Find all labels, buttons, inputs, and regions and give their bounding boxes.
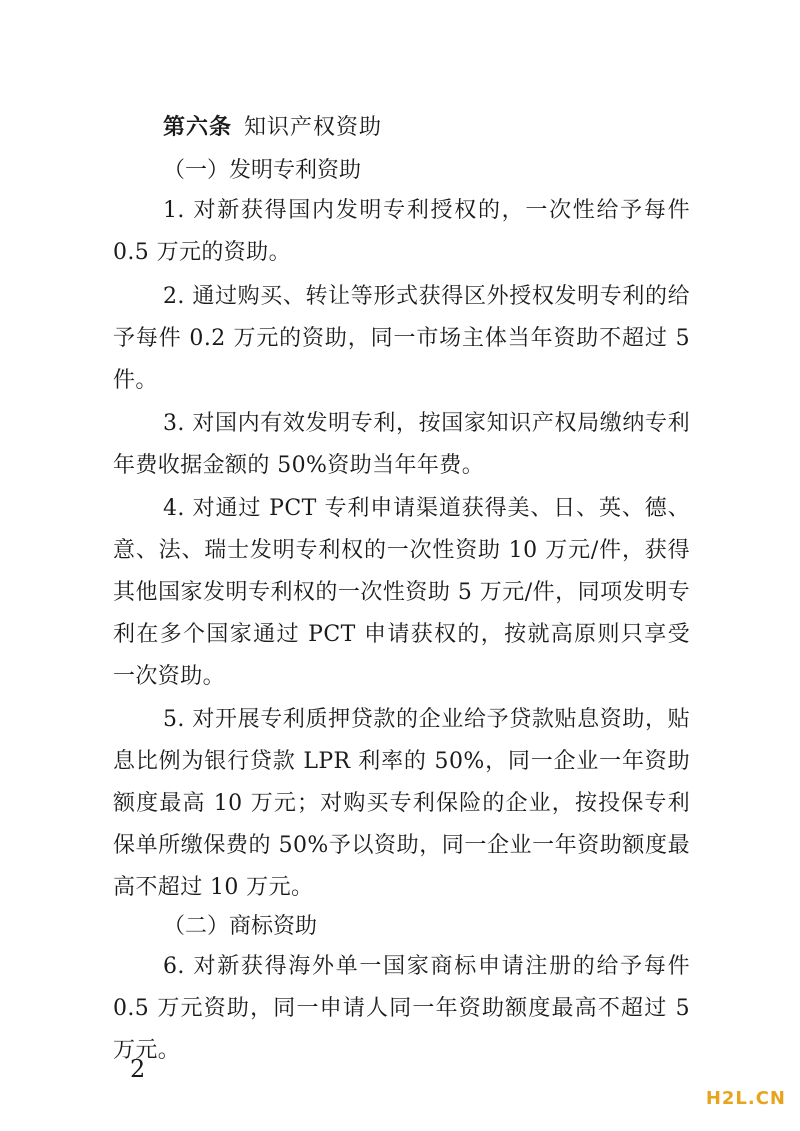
page-number: 2 — [130, 1055, 146, 1083]
paragraph-item-5: 5. 对开展专利质押贷款的企业给予贷款贴息资助，贴息比例为银行贷款 LPR 利率的 50%，同一企业一年资助额度最高 10 万元；对购买专利保险的企业，按投保专利保单所缴保费的 50%予以资助，同一企业一年资助额度最高不超过 10 万元。 — [113, 707, 690, 900]
article-number: 第六条 — [163, 115, 233, 140]
paragraph-item-6: 6. 对新获得海外单一国家商标申请注册的给予每件 0.5 万元资助，同一申请人同一年资助额度最高不超过 5 万元。 — [113, 954, 690, 1063]
paragraph-item-4: 4. 对通过 PCT 专利申请渠道获得美、日、英、德、意、法、瑞士发明专利权的一次性资助 10 万元/件，获得其他国家发明专利权的一次性资助 5 万元/件，同项发明专利在多个国家通过 PCT 申请获权的，按就高原则只享受一次资助。 — [113, 496, 690, 689]
section-heading-invention-patent: （一）发明专利资助 — [163, 158, 362, 183]
site-watermark: H2L.CN — [705, 1088, 786, 1109]
article-title: 知识产权资助 — [244, 115, 383, 140]
article-heading — [163, 113, 382, 143]
section-heading-trademark: （二）商标资助 — [163, 914, 318, 939]
paragraph-item-2: 2. 通过购买、转让等形式获得区外授权发明专利的给予每件 0.2 万元的资助，同一市场主体当年资助不超过 5 件。 — [113, 284, 690, 393]
paragraph-item-1: 1. 对新获得国内发明专利授权的，一次性给予每件 0.5 万元的资助。 — [113, 198, 690, 265]
paragraph-item-3: 3. 对国内有效发明专利，按国家知识产权局缴纳专利年费收据金额的 50%资助当年年费。 — [113, 411, 690, 478]
